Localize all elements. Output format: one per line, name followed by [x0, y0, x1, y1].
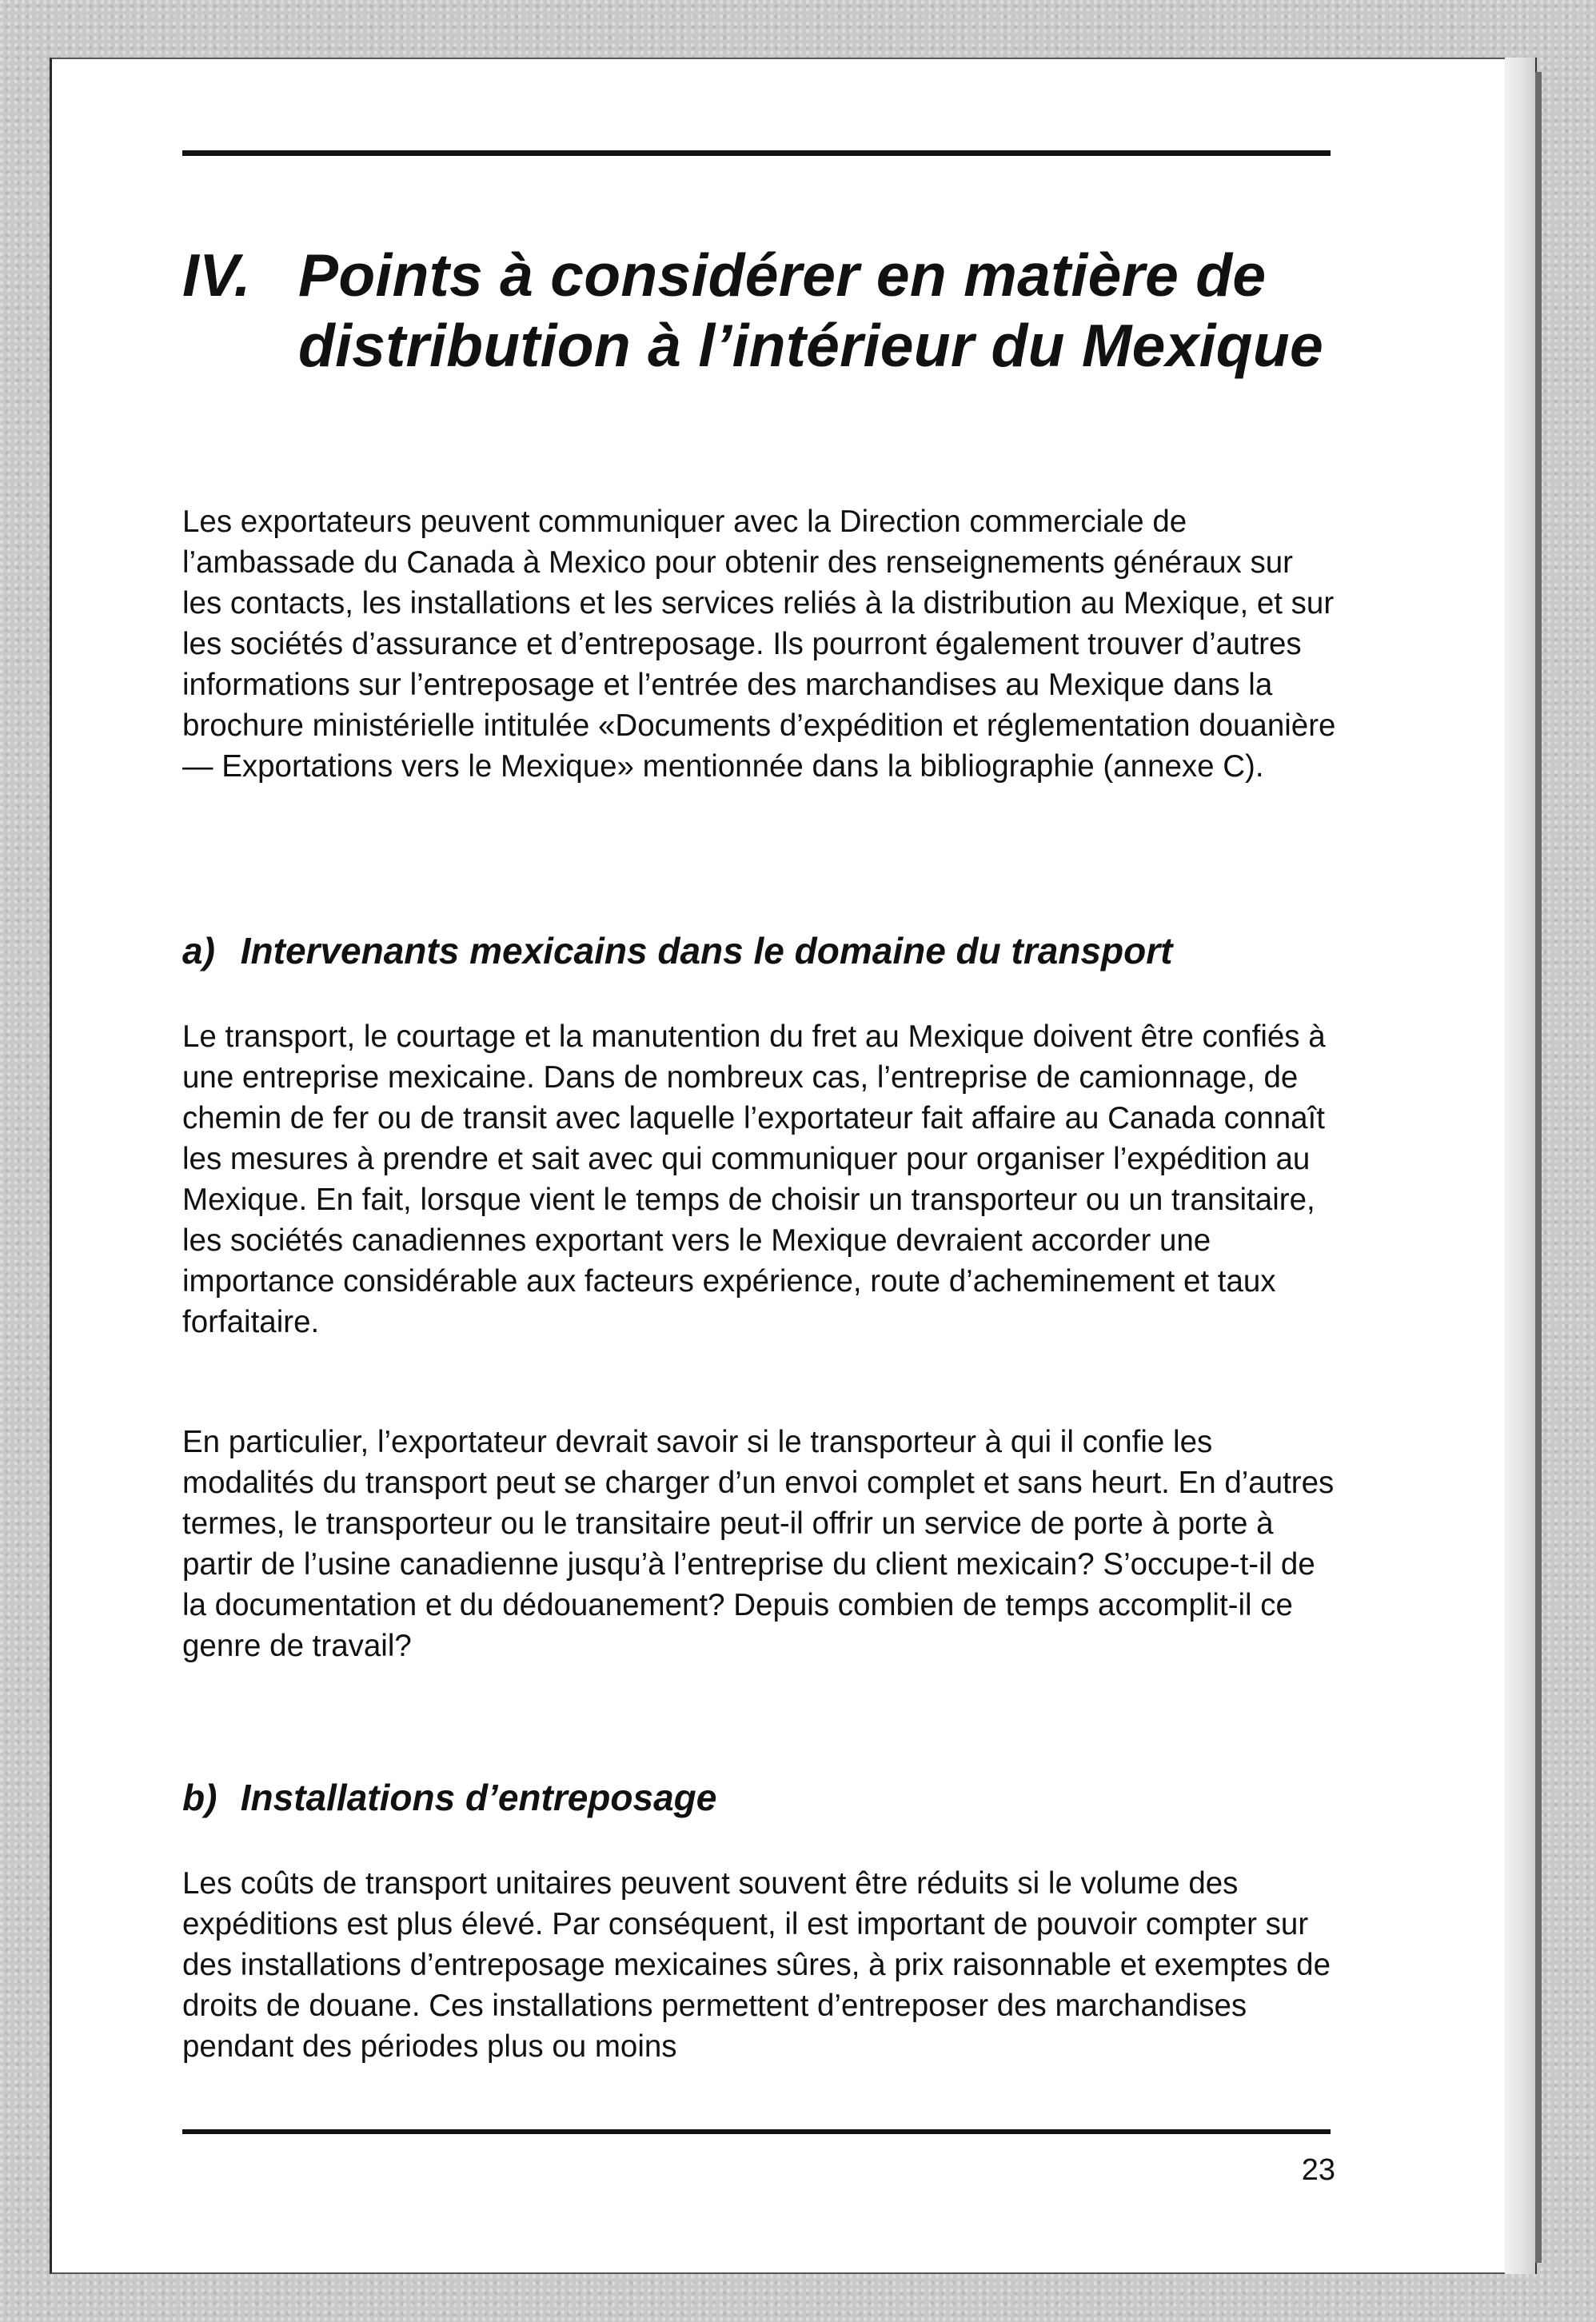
section-title: Installations d’entreposage	[240, 1777, 717, 1818]
page-number: 23	[1301, 2153, 1335, 2187]
transport-paragraph-2: En particulier, l’exportateur devrait savoir si le transporteur à qui il confie les modalités du transport peut se charger d’un envoi complet et sans heurt. En d’autres termes, le transporteur ou le transitaire peut-il offrir un service de porte à porte à partir de l’usine canadienne jusqu’à l’entreprise du client mexicain? S’occupe-t-il de la documentation et du dédouanement? Depuis combien de temps accomplit-il ce genre de travail?	[182, 1425, 1335, 1663]
transport-paragraph-1: Le transport, le courtage et la manutention du fret au Mexique doivent être confiés à une entreprise mexicaine. Dans de nombreux cas, l’entreprise de camionnage, de chemin de fer ou de transit avec laquelle l’exportateur fait affaire au Canada connaît les mesures à prendre et sait avec qui communiquer pour organiser l’expédition au Mexique. En fait, lorsque vient le temps de choisir un transporteur ou un transitaire, les sociétés canadiennes exportant vers le Mexique devraient accorder une importance considérable aux facteurs expérience, route d’acheminement et taux forfaitaire.	[182, 1019, 1326, 1339]
binding-shadow	[1535, 72, 1542, 2263]
binding-spine	[1505, 58, 1537, 2274]
section-heading-warehousing	[182, 1775, 1350, 1820]
chapter-number: IV.	[182, 241, 251, 309]
top-rule	[182, 150, 1331, 156]
bottom-rule	[182, 2129, 1331, 2134]
section-heading-transport	[182, 928, 1350, 973]
chapter-title: Points à considérer en matière de distribution à l’intérieur du Mexique	[298, 241, 1324, 379]
intro-paragraph: Les exportateurs peuvent communiquer avec la Direction commerciale de l’ambassade du Canada à Mexico pour obtenir des renseignements généraux sur les contacts, les installations et les services reliés à la distribution au Mexique, et sur les sociétés d’assurance et d’entreposage. Ils pourront également trouver d’autres informations sur l’entreposage et l’entrée des marchandises au Mexique dans la brochure ministérielle intitulée «Documents d’expédition et réglementation douanière — Exportations vers le Mexique» mentionnée dans la bibliographie (annexe C).	[182, 505, 1336, 784]
warehousing-paragraph-1: Les coûts de transport unitaires peuvent souvent être réduits si le volume des expéditions est plus élevé. Par conséquent, il est important de pouvoir compter sur des installations d’entreposage mexicaines sûres, à prix raisonnable et exemptes de droits de douane. Ces installations permettent d’entreposer des marchandises pendant des périodes plus ou moins	[182, 1866, 1331, 2064]
section-label: b)	[182, 1777, 217, 1818]
section-title: Intervenants mexicains dans le domaine du transport	[240, 930, 1173, 971]
section-label: a)	[182, 930, 215, 971]
